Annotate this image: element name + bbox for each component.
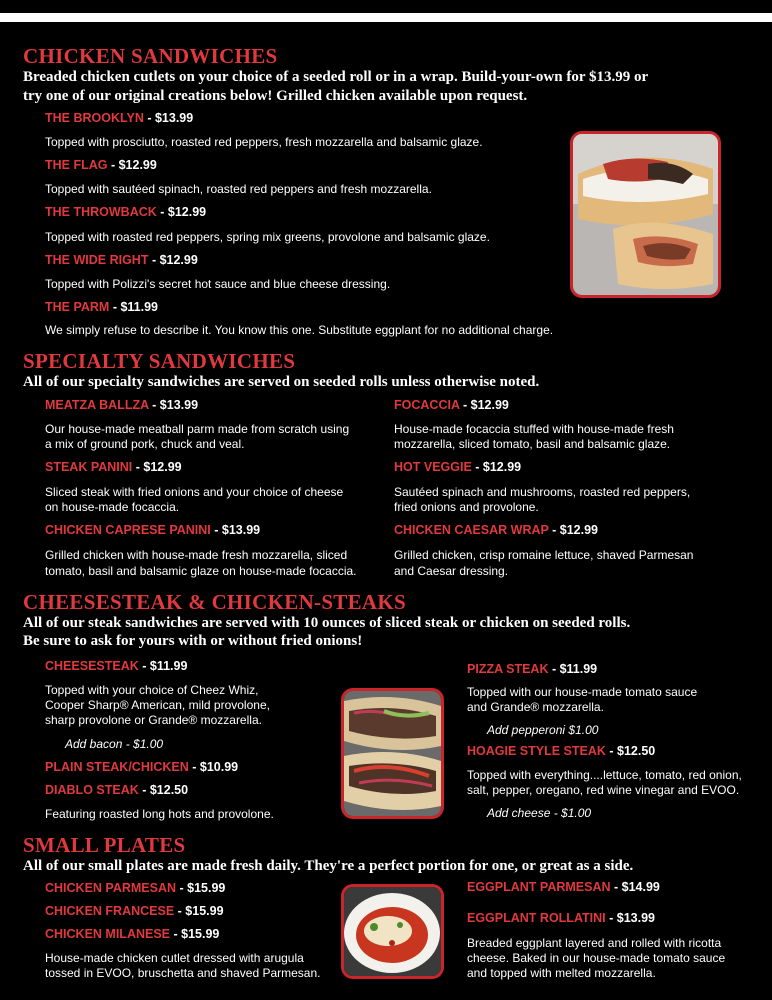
- item-description-line-2: mozzarella, sliced tomato, basil and balsamic glaze.: [394, 437, 671, 451]
- item-name: DIABLO STEAK: [45, 783, 139, 797]
- item-description-line-2: tomato, basil and balsamic glaze on house-made focaccia.: [45, 564, 357, 578]
- item-name: CHICKEN PARMESAN: [45, 881, 177, 895]
- item-price: - $12.99: [548, 523, 598, 537]
- item-price: - $15.99: [174, 904, 224, 918]
- item-description-line-1: Sautéed spinach and mushrooms, roasted red peppers,: [394, 485, 691, 499]
- menu-item-eggplant-rollatini: [467, 911, 655, 925]
- item-name: THE PARM: [45, 300, 110, 314]
- item-description-line-2: and Grande® mozzarella.: [467, 700, 604, 714]
- item-description-line-1: House-made focaccia stuffed with house-made fresh: [394, 422, 674, 436]
- menu-item-chicken-parmesan: [45, 881, 225, 895]
- item-description: Featuring roasted long hots and provolone.: [45, 807, 274, 821]
- item-description-line-2: salt, pepper, oregano, red wine vinegar and EVOO.: [467, 783, 740, 797]
- item-name: EGGPLANT PARMESAN: [467, 880, 611, 894]
- item-price: - $15.99: [176, 881, 226, 895]
- item-description: Topped with sautéed spinach, roasted red peppers and fresh mozzarella.: [45, 182, 432, 196]
- section-desc-line-2: try one of our original creations below! Grilled chicken available upon request.: [23, 88, 528, 104]
- item-description-line-1: Topped with your choice of Cheez Whiz,: [45, 683, 259, 697]
- item-description-line-1: Grilled chicken, crisp romaine lettuce, shaved Parmesan: [394, 548, 694, 562]
- item-price: - $13.99: [210, 523, 261, 537]
- item-price: - $11.99: [548, 662, 598, 676]
- item-description-line-2: and Caesar dressing.: [394, 564, 509, 578]
- item-name: PLAIN STEAK/CHICKEN: [45, 760, 189, 774]
- menu-item-steak-panini: [45, 460, 182, 474]
- menu-item-focaccia: [394, 398, 509, 412]
- menu-item-the-wide-right: [45, 253, 198, 267]
- item-description-line-2: tossed in EVOO, bruschetta and shaved Parmesan.: [45, 966, 321, 980]
- item-price: - $12.50: [605, 744, 656, 758]
- item-description-line-3: and topped with melted mozzarella.: [467, 966, 656, 980]
- section-title-chicken-sandwiches: CHICKEN SANDWICHES: [23, 44, 278, 68]
- item-description-line-1: Topped with our house-made tomato sauce: [467, 685, 698, 699]
- item-price: - $12.99: [107, 158, 157, 172]
- item-description-line-3: sharp provolone or Grande® mozzarella.: [45, 713, 262, 727]
- menu-item-the-brooklyn: [45, 111, 193, 125]
- small-plates-photo: [341, 884, 444, 979]
- menu-item-hot-veggie: [394, 460, 521, 474]
- item-description-line-1: Breaded eggplant layered and rolled with ricotta: [467, 936, 722, 950]
- section-title-small-plates: SMALL PLATES: [23, 833, 186, 857]
- item-price: - $13.99: [148, 398, 199, 412]
- section-desc-line-1: All of our small plates are made fresh daily. They're a perfect portion for one, or great as a side.: [23, 858, 634, 874]
- item-price: - $12.99: [132, 460, 182, 474]
- item-description-line-1: Topped with everything....lettuce, tomato, red onion,: [467, 768, 742, 782]
- item-name: CHICKEN CAPRESE PANINI: [45, 523, 211, 537]
- item-name: CHICKEN FRANCESE: [45, 904, 175, 918]
- section-desc-line-1: Breaded chicken cutlets on your choice of a seeded roll or in a wrap. Build-your-own for $13.99 or: [23, 69, 649, 85]
- item-description-line-1: House-made chicken cutlet dressed with arugula: [45, 951, 304, 965]
- item-description-line-1: Grilled chicken with house-made fresh mozzarella, sliced: [45, 548, 348, 562]
- addon-pepperoni: Add pepperoni $1.00: [487, 723, 599, 737]
- section-desc-line-2: Be sure to ask for yours with or without fried onions!: [23, 633, 363, 649]
- menu-item-the-flag: [45, 158, 157, 172]
- item-name: MEATZA BALLZA: [45, 398, 149, 412]
- menu-item-the-parm: [45, 300, 158, 314]
- menu-item-meatza-ballza: [45, 398, 198, 412]
- item-price: - $12.50: [138, 783, 189, 797]
- item-price: - $10.99: [188, 760, 239, 774]
- item-name: PIZZA STEAK: [467, 662, 549, 676]
- item-price: - $12.99: [148, 253, 198, 267]
- item-name: THE THROWBACK: [45, 205, 157, 219]
- item-description-line-1: Our house-made meatball parm made from scratch using: [45, 422, 350, 436]
- item-description-line-2: fried onions and provolone.: [394, 500, 539, 514]
- item-name: EGGPLANT ROLLATINI: [467, 911, 606, 925]
- item-name: CHICKEN MILANESE: [45, 927, 171, 941]
- chicken-sandwich-photo: [570, 131, 721, 298]
- item-price: - $13.99: [143, 111, 194, 125]
- menu-item-hoagie-style-steak: [467, 744, 655, 758]
- item-name: STEAK PANINI: [45, 460, 133, 474]
- addon-bacon: Add bacon - $1.00: [65, 737, 164, 751]
- menu-item-eggplant-parmesan: [467, 880, 660, 894]
- item-price: - $11.99: [138, 659, 188, 673]
- cheesesteak-photo: [341, 688, 444, 819]
- menu-item-chicken-milanese: [45, 927, 219, 941]
- item-description: Topped with roasted red peppers, spring mix greens, provolone and balsamic glaze.: [45, 230, 490, 244]
- item-description: Topped with Polizzi's secret hot sauce and blue cheese dressing.: [45, 277, 391, 291]
- menu-item-chicken-caprese-panini: [45, 523, 260, 537]
- menu-item-cheesesteak: [45, 659, 187, 673]
- menu-item-chicken-caesar-wrap: [394, 523, 598, 537]
- item-price: - $13.99: [605, 911, 655, 925]
- item-price: - $15.99: [170, 927, 220, 941]
- item-name: HOT VEGGIE: [394, 460, 472, 474]
- menu-item-the-throwback: [45, 205, 206, 219]
- item-price: - $12.99: [471, 460, 522, 474]
- item-price: - $12.99: [459, 398, 509, 412]
- item-name: THE WIDE RIGHT: [45, 253, 149, 267]
- item-price: - $11.99: [109, 300, 159, 314]
- menu-item-pizza-steak: [467, 662, 597, 676]
- menu-item-chicken-francese: [45, 904, 224, 918]
- item-price: - $14.99: [610, 880, 660, 894]
- item-price: - $12.99: [156, 205, 207, 219]
- top-rule: [0, 13, 772, 22]
- item-name: HOAGIE STYLE STEAK: [467, 744, 606, 758]
- item-name: FOCACCIA: [394, 398, 460, 412]
- item-description-line-2: cheese. Baked in our house-made tomato sauce: [467, 951, 726, 965]
- section-title-cheesesteak: CHEESESTEAK & CHICKEN-STEAKS: [23, 590, 406, 614]
- item-description-line-2: Cooper Sharp® American, mild provolone,: [45, 698, 270, 712]
- menu-item-plain-steak-chicken: [45, 760, 238, 774]
- item-description-line-2: a mix of ground pork, chuck and veal.: [45, 437, 245, 451]
- item-description-line-2: on house-made focaccia.: [45, 500, 180, 514]
- addon-cheese: Add cheese - $1.00: [487, 806, 592, 820]
- item-description: We simply refuse to describe it. You know this one. Substitute eggplant for no additional charge.: [45, 323, 554, 337]
- item-name: CHEESESTEAK: [45, 659, 139, 673]
- item-name: CHICKEN CAESAR WRAP: [394, 523, 549, 537]
- section-desc-line-1: All of our steak sandwiches are served with 10 ounces of sliced steak or chicken on seeded rolls.: [23, 615, 631, 631]
- item-name: THE FLAG: [45, 158, 108, 172]
- section-title-specialty-sandwiches: SPECIALTY SANDWICHES: [23, 349, 296, 373]
- item-name: THE BROOKLYN: [45, 111, 144, 125]
- menu-item-diablo-steak: [45, 783, 188, 797]
- item-description: Topped with prosciutto, roasted red peppers, fresh mozzarella and balsamic glaze.: [45, 135, 483, 149]
- section-desc-line-1: All of our specialty sandwiches are served on seeded rolls unless otherwise noted.: [23, 374, 540, 390]
- item-description-line-1: Sliced steak with fried onions and your choice of cheese: [45, 485, 344, 499]
